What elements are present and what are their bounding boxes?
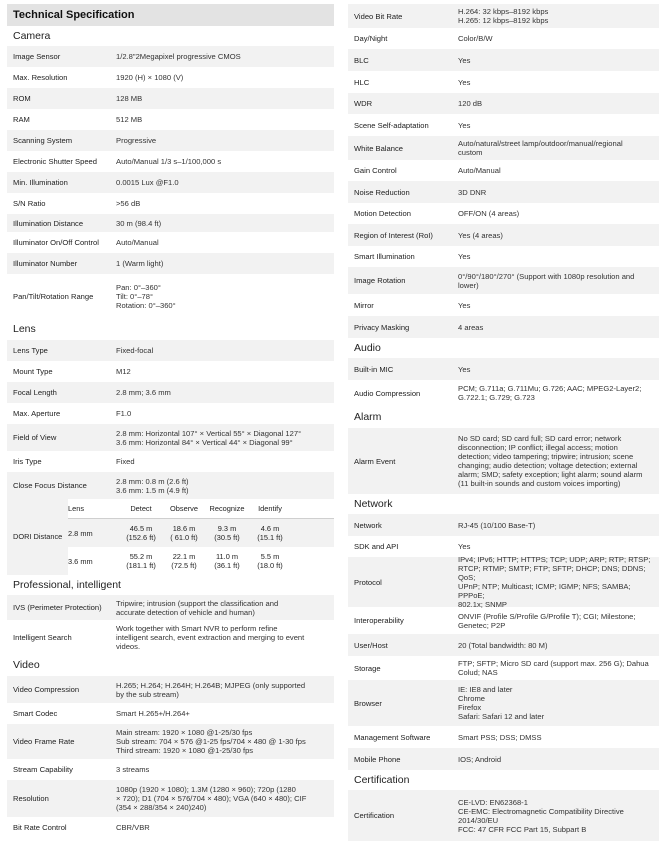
spec-label: Bit Rate Control [13, 823, 67, 832]
spec-row-close-focus-distance [7, 472, 334, 499]
spec-value-line: Yes (4 areas) [458, 230, 503, 240]
spec-value-line: Yes [458, 252, 471, 261]
left-column [7, 4, 334, 838]
spec-value [458, 272, 659, 290]
spec-value [458, 434, 659, 488]
dori-cell [249, 552, 291, 570]
dori-cell-line: (72.5 ft) [171, 561, 197, 570]
spec-value-line: CE-LVD: EN62368-1 [458, 797, 528, 807]
spec-value [116, 94, 334, 103]
dori-cell-line: (36.1 ft) [214, 561, 240, 570]
spec-label: Stream Capability [13, 765, 73, 774]
spec-label: WDR [354, 99, 373, 108]
dori-cell-line: (30.5 ft) [214, 533, 240, 542]
spec-value-line: CE-EMC: Electromagnetic Compatibility Directive [458, 806, 624, 816]
spec-label: Audio Compression [354, 388, 421, 398]
spec-value-line: 3.6 mm: Horizontal 84° × Vertical 44° × Diagonal 99° [116, 437, 293, 447]
spec-value [116, 681, 334, 699]
spec-row-ram [7, 109, 334, 130]
spec-row-rom [7, 88, 334, 109]
spec-label: Browser [354, 698, 382, 708]
spec-value-line: Auto/Manual [116, 238, 159, 247]
spec-value-line: H.265; H.264; H.264H; H.264B; MJPEG (only supported [116, 680, 306, 690]
spec-row-day-night [348, 28, 659, 49]
spec-value-line: intelligent search, event extraction and merging to event [116, 633, 305, 642]
spec-value-line: Smart H.265+/H.264+ [116, 709, 190, 718]
right-column [348, 4, 659, 841]
dori-cell [120, 524, 162, 542]
spec-row-protocol [348, 557, 659, 607]
spec-value-line: Sub stream: 704 × 576 @1-25 fps/704 × 480 @ 1-30 fps [116, 737, 306, 746]
section-heading-professional-intelligent: Professional, intelligent [13, 579, 121, 591]
spec-value-line: Colud; NAS [458, 668, 498, 677]
spec-value-line: Genetec; P2P [458, 620, 506, 630]
spec-value-line: 1920 (H) × 1080 (V) [116, 73, 184, 82]
spec-value-line: IE: IE8 and later [458, 685, 513, 694]
spec-value-line: accurate detection of vehicle and human) [116, 607, 255, 617]
spec-value-line: 802.1x; SNMP [458, 600, 507, 609]
spec-row-image-rotation [348, 267, 659, 294]
spec-label: IVS (Perimeter Protection) [13, 603, 102, 612]
spec-label: White Balance [354, 143, 403, 153]
spec-value [458, 641, 659, 650]
spec-row-gain-control [348, 160, 659, 181]
spec-value [116, 599, 334, 617]
dori-cell [163, 552, 205, 570]
spec-value-line: Progressive [116, 136, 157, 145]
spec-label: Focal Length [13, 388, 57, 397]
spec-row-interoperability [348, 607, 659, 634]
dori-cell-line: (152.6 ft) [126, 533, 156, 542]
spec-row-hlc [348, 71, 659, 93]
spec-value [458, 78, 659, 87]
spec-value [458, 166, 659, 175]
spec-value-line: detection; video tampering; tripwire; intrusion; scene [458, 452, 634, 461]
spec-label: Scene Self-adaptation [354, 120, 429, 130]
spec-row-browser [348, 680, 659, 726]
dori-header-row [68, 499, 334, 519]
spec-value-line: 128 MB [116, 94, 143, 103]
spec-row-sdk-and-api [348, 536, 659, 557]
dori-table [7, 499, 334, 575]
spec-value-line: RJ-45 (10/100 Base-T) [458, 520, 536, 530]
spec-label: Illuminator Number [13, 259, 78, 268]
spec-value-line: Fixed-focal [116, 346, 154, 355]
spec-label: Mirror [354, 300, 374, 310]
spec-value-line: (11 built-in sounds and custom voices importing) [458, 479, 621, 488]
spec-row-mount-type [7, 361, 334, 382]
spec-value-line: 0°/90°/180°/270° (Support with 1080p resolution and [458, 271, 635, 281]
spec-label: Min. Illumination [13, 178, 68, 187]
spec-value-line: Smart PSS; DSS; DMSS [458, 732, 542, 742]
spec-value [458, 659, 659, 677]
spec-value-line: RTCP; RTMP; SMTP; FTP; SFTP; DHCP; DNS; DDNS; QoS; [458, 564, 646, 582]
section-heading-network: Network [354, 498, 393, 510]
spec-row-smart-codec [7, 703, 334, 724]
spec-value [458, 139, 659, 157]
spec-row-s-n-ratio [7, 193, 334, 214]
spec-row-audio-compression [348, 380, 659, 406]
spec-value-line: H.265: 12 kbps–8192 kbps [458, 16, 549, 25]
spec-label: Max. Aperture [13, 409, 61, 418]
spec-value [116, 728, 334, 755]
spec-value-line: 2.8 mm; 3.6 mm [116, 388, 171, 397]
spec-value-line: disconnection; IP conflict; illegal access; motion [458, 443, 618, 452]
spec-value [116, 457, 334, 466]
spec-label: Certification [354, 811, 395, 820]
spec-row-user-host [348, 634, 659, 656]
spec-value [116, 73, 334, 82]
spec-value-line: changing; audio detection; voltage detection; external [458, 461, 638, 470]
spec-value [458, 231, 659, 240]
spec-value-line: G.722.1; G.729; G.723 [458, 393, 535, 402]
spec-row-electronic-shutter-speed [7, 151, 334, 172]
spec-label: Intelligent Search [13, 633, 72, 642]
spec-value [116, 409, 334, 418]
spec-value-line: Auto/Manual 1/3 s–1/100,000 s [116, 157, 222, 166]
dori-cell-line: 18.6 m [172, 524, 196, 533]
spec-row-smart-illumination [348, 246, 659, 267]
dori-header-observe: Observe [170, 504, 198, 513]
dori-cell-line: (181.1 ft) [126, 561, 156, 570]
dori-row [68, 519, 334, 547]
spec-value-line: Safari: Safari 12 and later [458, 712, 545, 721]
section-heading-lens: Lens [13, 323, 36, 335]
spec-value-line: Yes [458, 77, 471, 87]
spec-value-line: 3.6 mm: 1.5 m (4.9 ft) [116, 485, 189, 495]
spec-value-line: 20 (Total bandwidth: 80 M) [458, 640, 548, 650]
spec-row-scene-self-adaptation [348, 114, 659, 136]
spec-row-intelligent-search [7, 620, 334, 655]
spec-value-line: lower) [458, 280, 479, 290]
spec-row-privacy-masking [348, 316, 659, 338]
spec-value [116, 367, 334, 376]
spec-label: Mobile Phone [354, 754, 401, 764]
spec-value [116, 259, 334, 268]
spec-row-video-frame-rate [7, 724, 334, 759]
spec-label: Alarm Event [354, 456, 396, 466]
spec-value-line: 3 streams [116, 765, 150, 774]
spec-label: Max. Resolution [13, 73, 68, 82]
spec-value [116, 785, 334, 812]
spec-label: Field of View [13, 433, 57, 442]
spec-row-wdr [348, 93, 659, 114]
spec-value-line: Yes [458, 300, 471, 310]
spec-value-line: F1.0 [116, 409, 132, 418]
spec-value-line: 4 areas [458, 322, 484, 332]
spec-value [458, 365, 659, 374]
spec-value-line: videos. [116, 642, 141, 651]
spec-label: HLC [354, 77, 370, 87]
dori-cell-line: ( 61.0 ft) [170, 533, 198, 542]
spec-value-line: Yes [458, 55, 471, 65]
spec-value-line: H.264: 32 kbps–8192 kbps [458, 7, 549, 16]
spec-row-video-bit-rate [348, 4, 659, 28]
dori-row [68, 547, 334, 575]
spec-value [458, 99, 659, 108]
spec-value-line: >56 dB [116, 199, 141, 208]
dori-cell-line: (18.0 ft) [257, 561, 283, 570]
spec-value-line: Fixed [116, 457, 135, 466]
spec-label: Illumination Distance [13, 218, 84, 228]
spec-row-bit-rate-control [7, 817, 334, 838]
spec-value-line: Main stream: 1920 × 1080 @1-25/30 fps [116, 728, 253, 737]
dori-cell-line: 4.6 m [260, 524, 280, 533]
spec-label: Video Frame Rate [13, 737, 75, 746]
spec-row-pan-tilt-rotation-range [7, 274, 334, 319]
spec-row-max-aperture [7, 403, 334, 424]
spec-label: Close Focus Distance [13, 481, 87, 490]
spec-value [458, 7, 659, 25]
spec-value [116, 283, 334, 310]
spec-value-line: FCC: 47 CFR FCC Part 15, Subpart B [458, 824, 587, 834]
spec-label: Smart Illumination [354, 252, 415, 261]
spec-row-field-of-view [7, 424, 334, 451]
spec-value [458, 188, 659, 197]
spec-label: Region of Interest (RoI) [354, 230, 433, 240]
spec-value-line: Tilt: 0°–78° [116, 292, 154, 301]
spec-value [458, 121, 659, 130]
spec-value [116, 346, 334, 355]
spec-row-scanning-system [7, 130, 334, 151]
spec-value [116, 178, 334, 187]
spec-label: Pan/Tilt/Rotation Range [13, 292, 94, 301]
spec-value [116, 199, 334, 208]
spec-label: Electronic Shutter Speed [13, 157, 98, 166]
dori-cell-line: 46.5 m [129, 524, 153, 533]
spec-row-min-illumination [7, 172, 334, 193]
spec-row-iris-type [7, 451, 334, 472]
spec-value-line: Chrome [458, 694, 486, 703]
spec-row-region-of-interest-roi [348, 224, 659, 246]
spec-value-line: 3D DNR [458, 187, 487, 197]
spec-row-network [348, 514, 659, 536]
spec-value [116, 219, 334, 228]
spec-row-focal-length [7, 382, 334, 403]
spec-value-line: 2014/30/EU [458, 815, 499, 825]
dori-header-recognize: Recognize [209, 504, 245, 513]
spec-value [458, 323, 659, 332]
spec-row-mobile-phone [348, 748, 659, 770]
spec-label: Scanning System [13, 136, 73, 145]
spec-label: RAM [13, 115, 30, 124]
dori-cell-line: 9.3 m [217, 524, 237, 533]
spec-label: User/Host [354, 640, 388, 650]
section-heading-certification: Certification [354, 774, 410, 786]
spec-label: Management Software [354, 732, 431, 742]
spec-value [458, 384, 659, 402]
spec-label: Day/Night [354, 34, 388, 43]
spec-value-line: Work together with Smart NVR to perform refine [116, 624, 278, 633]
spec-row-motion-detection [348, 203, 659, 224]
dori-header-detect: Detect [130, 504, 152, 513]
dori-header-identify: Identify [258, 504, 282, 513]
spec-value [458, 555, 659, 609]
dori-header-lens: Lens [68, 504, 85, 513]
spec-value [458, 798, 659, 834]
spec-value [116, 765, 334, 774]
spec-value-line: Yes [458, 120, 471, 130]
spec-row-white-balance [348, 136, 659, 160]
spec-value-line: 120 dB [458, 99, 483, 108]
spec-value [116, 136, 334, 145]
spec-value [116, 624, 334, 651]
spec-value [116, 52, 334, 61]
spec-value [458, 685, 659, 721]
spec-value-line: PCM; G.711a; G.711Mu; G.726; AAC; MPEG2-Layer2; [458, 384, 642, 393]
spec-label: Iris Type [13, 457, 42, 466]
spec-label: Mount Type [13, 367, 53, 376]
spec-value-line: Yes [458, 364, 471, 374]
spec-row-mirror [348, 294, 659, 316]
dori-cell [120, 552, 162, 570]
spec-label: Video Bit Rate [354, 11, 403, 21]
spec-value-line: Auto/natural/street lamp/outdoor/manual/regional [458, 139, 623, 148]
dori-cell-line: 11.0 m [215, 552, 239, 561]
spec-label: Motion Detection [354, 209, 411, 218]
spec-value [458, 733, 659, 742]
dori-cell [163, 524, 205, 542]
dori-cell-line: 22.1 m [172, 552, 196, 561]
dori-cell [206, 524, 248, 542]
spec-value-line: × 720); D1 (704 × 576/704 × 480); VGA (640 × 480); CIF [116, 794, 307, 803]
spec-value-line: Auto/Manual [458, 166, 501, 175]
spec-value [116, 477, 334, 495]
spec-value-line: Tripwire; intrusion (support the classification and [116, 598, 279, 608]
spec-value-line: 512 MB [116, 115, 143, 124]
spec-label: BLC [354, 55, 369, 65]
spec-value-line: ONVIF (Profile S/Profile G/Profile T); CGI; Milestone; [458, 611, 636, 621]
spec-row-max-resolution [7, 67, 334, 88]
spec-value [458, 755, 659, 764]
spec-value [116, 709, 334, 718]
spec-value-line: 1/2.8"2Megapixel progressive CMOS [116, 52, 241, 61]
spec-value [458, 521, 659, 530]
spec-row-storage [348, 656, 659, 680]
dori-cell-line: 55.2 m [129, 552, 153, 561]
spec-value-line: 2.8 mm: 0.8 m (2.6 ft) [116, 476, 189, 486]
spec-value [458, 542, 659, 551]
spec-row-video-compression [7, 676, 334, 703]
spec-value-line: custom [458, 148, 483, 157]
spec-row-image-sensor [7, 46, 334, 67]
spec-row-management-software [348, 726, 659, 748]
spec-label: Image Sensor [13, 52, 61, 61]
spec-label: Illuminator On/Off Control [13, 238, 99, 247]
spec-row-illumination-distance [7, 214, 334, 232]
spec-label: Network [354, 520, 382, 530]
spec-value-line: OFF/ON (4 areas) [458, 209, 520, 218]
spec-value-line: Color/B/W [458, 34, 493, 43]
spec-row-certification [348, 790, 659, 841]
spec-value [458, 301, 659, 310]
dori-cell-line: 5.5 m [260, 552, 280, 561]
spec-value [116, 157, 334, 166]
section-heading-audio: Audio [354, 342, 381, 354]
spec-value-line: 1 (Warm light) [116, 259, 164, 268]
page-title: Technical Specification [7, 4, 334, 26]
spec-label: Lens Type [13, 346, 48, 355]
spec-label: Interoperability [354, 616, 404, 625]
spec-value-line: (354 × 288/354 × 240)240) [116, 803, 207, 812]
spec-label: Privacy Masking [354, 322, 410, 332]
spec-value-line: No SD card; SD card full; SD card error; network [458, 434, 622, 443]
spec-row-built-in-mic [348, 358, 659, 380]
spec-value-line: Third stream: 1920 × 1080 @1-25/30 fps [116, 746, 254, 755]
spec-label: S/N Ratio [13, 199, 46, 208]
spec-label: Protocol [354, 577, 382, 587]
dori-lens: 2.8 mm [68, 528, 93, 538]
spec-value [458, 252, 659, 261]
spec-value [116, 388, 334, 397]
spec-value-line: alarm; SMD; safety exception; light alarm; sound alarm [458, 470, 643, 479]
spec-row-stream-capability [7, 759, 334, 780]
spec-value-line: 2.8 mm: Horizontal 107° × Vertical 55° × Diagonal 127° [116, 428, 302, 438]
spec-label: Resolution [13, 794, 49, 803]
spec-label: Video Compression [13, 685, 80, 694]
spec-label: Noise Reduction [354, 187, 410, 197]
section-heading-camera: Camera [13, 30, 51, 42]
spec-value-line: 30 m (98.4 ft) [116, 218, 162, 228]
spec-value-line: IPv4; IPv6; HTTP; HTTPS; TCP; UDP; ARP; RTP; RTSP; [458, 555, 651, 564]
spec-value-line: M12 [116, 367, 131, 376]
spec-value-line: by the sub stream) [116, 689, 179, 699]
spec-row-illuminator-number [7, 253, 334, 274]
spec-value-line: Yes [458, 542, 471, 551]
spec-row-noise-reduction [348, 181, 659, 203]
spec-label: SDK and API [354, 542, 399, 551]
dori-cell [249, 524, 291, 542]
spec-row-illuminator-on-off-control [7, 232, 334, 253]
section-heading-alarm: Alarm [354, 411, 382, 423]
spec-value-line: UPnP; NTP; Multicast; ICMP; IGMP; NFS; SAMBA; PPPoE; [458, 582, 631, 600]
spec-value [116, 823, 334, 832]
dori-cell-line: (15.1 ft) [257, 533, 283, 542]
spec-row-alarm-event [348, 428, 659, 494]
dori-label: DORI Distance [7, 499, 68, 575]
spec-value [116, 238, 334, 247]
spec-row-ivs-perimeter-protection [7, 595, 334, 620]
spec-label: Smart Codec [13, 709, 58, 718]
spec-value [116, 429, 334, 447]
spec-value-line: Firefox [458, 703, 482, 712]
section-heading-video: Video [13, 659, 40, 671]
dori-cell [206, 552, 248, 570]
spec-row-lens-type [7, 340, 334, 361]
spec-value-line: FTP; SFTP; Micro SD card (support max. 256 G); Dahua [458, 659, 649, 668]
spec-value [116, 115, 334, 124]
spec-label: Image Rotation [354, 276, 406, 285]
spec-label: ROM [13, 94, 31, 103]
spec-value [458, 56, 659, 65]
spec-label: Gain Control [354, 166, 397, 175]
spec-value [458, 34, 659, 43]
spec-value-line: CBR/VBR [116, 823, 150, 832]
spec-value-line: IOS; Android [458, 754, 502, 764]
spec-row-resolution [7, 780, 334, 817]
spec-value-line: Rotation: 0°–360° [116, 301, 176, 310]
spec-value-line: Pan: 0°–360° [116, 283, 161, 292]
spec-value-line: 0.0015 Lux @F1.0 [116, 178, 179, 187]
spec-row-blc [348, 49, 659, 71]
dori-lens: 3.6 mm [68, 556, 93, 566]
spec-value-line: 1080p (1920 × 1080); 1.3M (1280 × 960); 720p (1280 [116, 785, 296, 794]
spec-value [458, 612, 659, 630]
spec-label: Built-in MIC [354, 364, 394, 374]
spec-value [458, 209, 659, 218]
spec-label: Storage [354, 663, 381, 673]
